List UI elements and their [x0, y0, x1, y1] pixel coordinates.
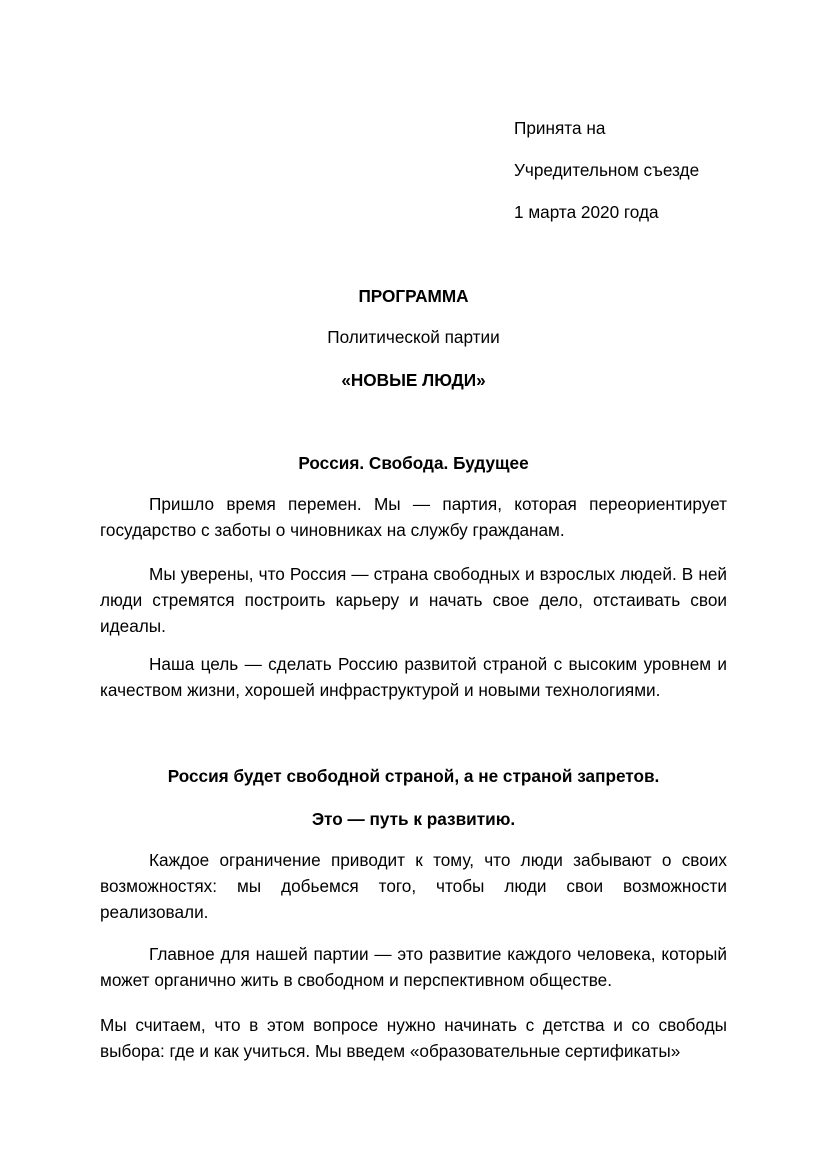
document-title: ПРОГРАММА: [358, 286, 469, 306]
approval-line-2: Учредительном съезде: [514, 160, 700, 180]
section1-paragraph-1: Пришло время перемен. Мы — партия, которая переориентирует государство с заботы о чиновниках на службу гражданам.: [100, 494, 727, 540]
section2-paragraph-2: Главное для нашей партии — это развитие каждого человека, который может органично жить в свободном и перспективном обществе.: [100, 944, 727, 990]
section1-paragraph-3: Наша цель — сделать Россию развитой страной с высоким уровнем и качеством жизни, хорошей инфраструктурой и новыми технологиями.: [100, 654, 727, 700]
section2-paragraph-1: Каждое ограничение приводит к тому, что люди забывают о своих возможностях: мы добьемся того, чтобы люди свои возможности реализовали.: [100, 850, 727, 922]
party-name: «НОВЫЕ ЛЮДИ»: [341, 370, 486, 390]
section1-heading: Россия. Свобода. Будущее: [298, 453, 529, 473]
section1-paragraph-2: Мы уверены, что Россия — страна свободных и взрослых людей. В ней люди стремятся построить карьеру и начать свое дело, отстаивать свои идеалы.: [100, 564, 727, 636]
approval-date: 1 марта 2020 года: [514, 202, 659, 222]
document-subtitle: Политической партии: [327, 327, 500, 347]
section2-subheading: Это — путь к развитию.: [311, 809, 516, 829]
section2-heading: Россия будет свободной страной, а не страной запретов.: [167, 766, 660, 786]
section2-paragraph-3: Мы считаем, что в этом вопросе нужно начинать с детства и со свободы выбора: где и как учиться. Мы введем «образовательные сертификаты»: [100, 1015, 727, 1061]
approval-line-1: Принята на: [514, 118, 606, 138]
approval-block: [514, 117, 754, 243]
